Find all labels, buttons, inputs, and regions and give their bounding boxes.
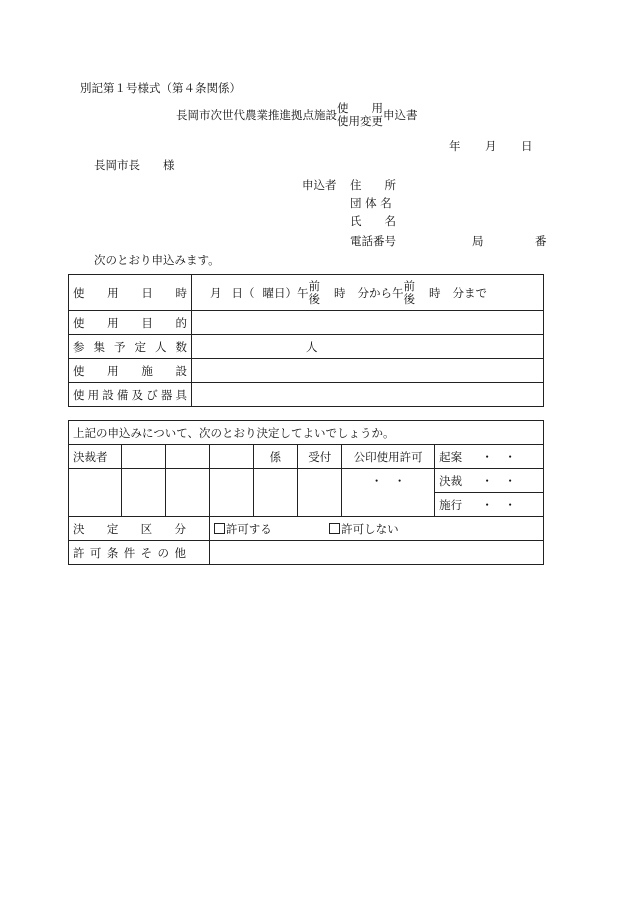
label-facility: 使 用 施 設 [69,359,192,383]
date-day: 日 [521,139,533,153]
applicant-name-label: 氏 名 [350,214,396,228]
dt-day: 日（ [231,285,255,300]
title-suffix: 申込書 [383,108,418,122]
enforcement-date-dots: ・ ・ [481,497,516,512]
reception-stamp[interactable] [298,469,342,517]
staff-label: 係 [253,445,298,469]
dt-hour-from: 時 [334,285,346,300]
form-reference: 別記第１号様式（第４条関係） [80,81,241,95]
addressee: 長岡市長 様 [94,158,175,172]
approver-sign-1[interactable] [121,469,165,517]
approver-sign-0[interactable] [69,469,122,517]
phone-exchange-label: 局 [472,234,484,248]
title-option-change: 使用変更 [337,114,383,128]
applicant-phone-label: 電話番号 [350,234,396,248]
phone-number-label: 番 [535,234,547,248]
row-approval-stamps-1 [69,469,544,493]
applicant-organization-label: 団 体 名 [350,196,392,210]
intro-text: 次のとおり申込みます。 [94,253,220,267]
decision-question: 上記の申込みについて、次のとおり決定してよいでしょうか。 [69,421,544,445]
label-equipment: 使 用 設 備 及 び 器 具 [69,383,192,407]
title-prefix: 長岡市次世代農業推進拠点施設 [176,108,337,122]
approver-label: 決裁者 [69,445,122,469]
enforcement-label: 施行 [439,497,463,512]
form-title [176,102,418,128]
dt-minute-from: 分から午 [357,285,404,300]
decision-category-label: 決 定 区 分 [69,517,210,541]
approver-stamp-1[interactable] [121,445,165,469]
approval-date-field[interactable] [435,469,544,493]
label-attendees: 参 集 予 定 人 数 [69,335,192,359]
permit-checkbox[interactable] [214,523,225,534]
row-usage-datetime [69,275,544,311]
date-month: 月 [485,139,497,153]
dt-month: 月 [210,285,222,300]
approver-stamp-2[interactable] [165,445,209,469]
title-option-use: 使 用 [337,101,383,115]
seal-permit-date-dots: ・ ・ [370,474,406,488]
row-permit-conditions [69,541,544,565]
attendees-unit: 人 [306,339,318,354]
attendees-field[interactable] [192,335,544,359]
seal-permit-label: 公印使用許可 [342,445,435,469]
reception-label: 受付 [298,445,342,469]
request-table [68,274,544,407]
seal-permit-field[interactable] [342,469,435,517]
label-usage-datetime: 使 用 日 時 [69,275,192,311]
dt-hour-to: 時 [429,285,441,300]
permit-option[interactable] [214,522,272,536]
decision-category-options [209,517,543,541]
approver-sign-2[interactable] [165,469,209,517]
facility-field[interactable] [192,359,544,383]
row-attendees [69,335,544,359]
usage-datetime-field[interactable] [192,275,544,311]
approver-sign-3[interactable] [209,469,253,517]
draft-label: 起案 [439,449,463,464]
row-facility [69,359,544,383]
approval-label: 決裁 [439,473,463,488]
enforcement-date-field[interactable] [435,493,544,517]
usage-purpose-field[interactable] [192,311,544,335]
row-question [69,421,544,445]
dt-ampm-from: 前 後 [308,278,320,306]
row-approval-headers [69,445,544,469]
row-decision-category [69,517,544,541]
draft-date-dots: ・ ・ [481,449,516,464]
decision-table [68,420,544,565]
label-usage-purpose: 使 用 目 的 [69,311,192,335]
staff-stamp[interactable] [253,469,298,517]
date-year: 年 [449,139,461,153]
applicant-label: 申込者 [302,178,337,192]
approver-stamp-3[interactable] [209,445,253,469]
permit-option-label: 許可する [225,521,272,536]
deny-checkbox[interactable] [329,523,340,534]
title-option-stack [337,102,383,128]
dt-ampm-to: 前 後 [403,278,415,306]
permit-conditions-label: 許 可 条 件 そ の 他 [69,541,210,565]
draft-date-field[interactable] [435,445,544,469]
applicant-address-label: 住 所 [350,178,396,192]
permit-conditions-field[interactable] [209,541,543,565]
deny-option[interactable] [329,522,399,536]
deny-option-label: 許可しない [341,521,399,536]
dt-minute-to: 分まで [452,285,487,300]
row-equipment [69,383,544,407]
equipment-field[interactable] [192,383,544,407]
row-usage-purpose [69,311,544,335]
dt-weekday: 曜日）午 [262,285,309,300]
approval-date-dots: ・ ・ [481,473,516,488]
